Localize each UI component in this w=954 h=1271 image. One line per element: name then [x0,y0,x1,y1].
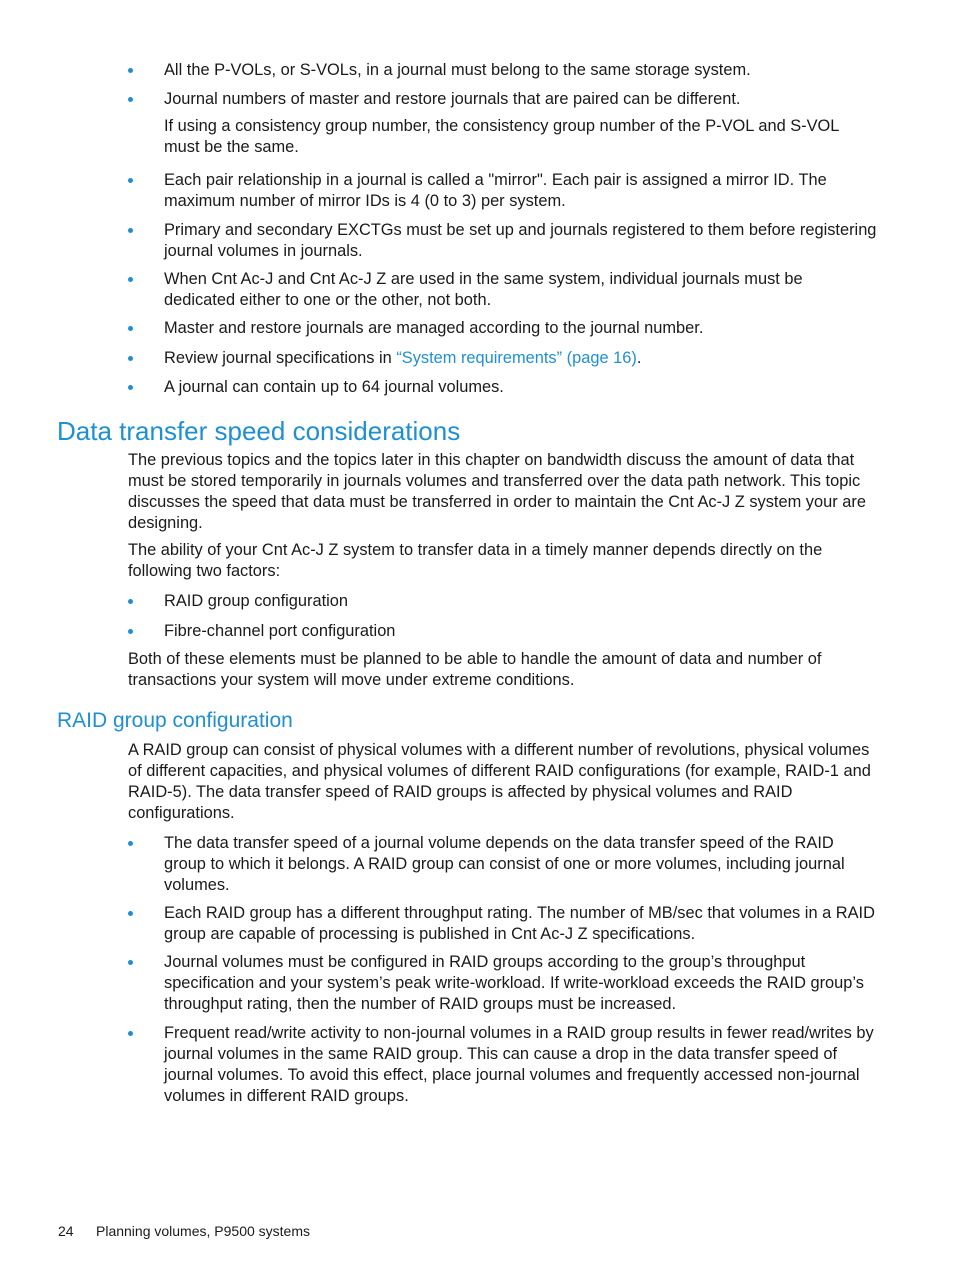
paragraph: The ability of your Cnt Ac-J Z system to transfer data in a timely manner depends directly on the following two factors: [128,541,823,580]
bullet-icon [128,841,133,846]
bullet-icon [128,228,133,233]
review-suffix: . [636,349,642,367]
bullet-icon [128,599,133,604]
bullet-icon [128,97,133,102]
bullet-icon [128,385,133,390]
paragraph: A RAID group can consist of physical volumes with a different number of revolutions, physical volumes of different capacities, and physical volumes of different RAID configurations (for example, RAID-1 and RAID-5). The data transfer speed of RAID groups is affected by physical volumes and RAID configurations. [128,741,871,822]
sub-note: If using a consistency group number, the consistency group number of the P-VOL and S-VOL must be the same. [164,117,839,156]
paragraph: The previous topics and the topics later in this chapter on bandwidth discuss the amount of data that must be stored temporarily in journals volumes and transferred over the data path network. This topic discusses the speed that data must be transferred in order to maintain the Cnt Ac-J Z system your are designing. [128,451,866,532]
bullet-icon [128,356,133,361]
subsection-heading: RAID group configuration [57,709,293,732]
bullet-icon [128,326,133,331]
bullet-icon [128,629,133,634]
paragraph: Both of these elements must be planned to be able to handle the amount of data and number of transactions your system will move under extreme conditions. [128,650,822,689]
system-requirements-link[interactable]: “System requirements” (page 16) [396,349,637,367]
page-number: 24 [58,1223,74,1239]
bullet-icon [128,911,133,916]
bullet-icon [128,68,133,73]
bullet-icon [128,1031,133,1036]
review-prefix: Review journal specifications in [164,349,397,367]
bullet-icon [128,277,133,282]
footer-title: Planning volumes, P9500 systems [96,1223,310,1239]
section-heading: Data transfer speed considerations [57,416,461,446]
bullet-icon [128,178,133,183]
bullet-icon [128,960,133,965]
